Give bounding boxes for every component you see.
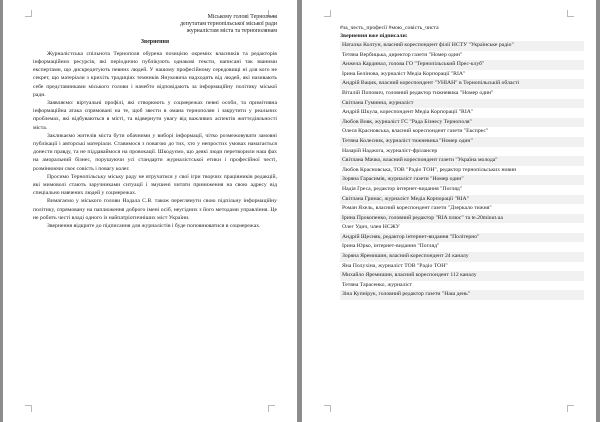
addressee-block — [33, 14, 277, 36]
paragraph: Звернення відкрите до підписання для журналістів і буде поповнюватися в соцмережах. — [47, 223, 261, 230]
signatory-item: Михайло Яремишин, власний кореспондент 112 каналу — [340, 271, 584, 281]
signatory-item: Світлана Гуминна, журналіст — [340, 99, 584, 109]
signatory-item: Світлана Мачко, власний кореспондент газети "Україна молода" — [340, 156, 584, 166]
crop-mark — [324, 10, 331, 17]
signatory-item: Ірина Прокопенко, головний редактор "RIA плюс" та te.20minut.ua — [340, 214, 584, 224]
crop-mark — [324, 405, 331, 412]
signatory-item: Андрій Шкула, кореспондент Медіа Корпорації "RIA" — [340, 108, 584, 118]
signatory-item: Любов Красновська, ТОВ "Радіо ТОН", редактор тернопільських новин — [340, 166, 584, 176]
signatory-item: Наталка Колтун, власний кореспондент філії НСТУ "Українське радіо" — [340, 41, 584, 51]
paragraph: Просимо Тернопільську міську раду не втручатися у свої ігри творчих працівників редакцій, які мимоволі стають заручниками ситуації і змушені читати приниження на свою адресу від спеціально навчених людей у соцмережах. — [33, 173, 277, 197]
signatory-item: Олег Удич, член НСЖУ — [340, 223, 584, 233]
signatory-item: Назарій Наджога, журналіст-фрілансер — [340, 147, 584, 157]
signatory-item: Тетяна Колесник, журналіст тижневика "Номер один" — [340, 137, 584, 147]
paragraph: Вимагаємо у міського голови Надала С.В. також переглянути свою підпільну інформаційну політику, спрямовану на паплюження доброго імені осіб, неугідних з його методами управління. Це не робить честі владі одного із найпатріотичніших міст України. — [33, 198, 277, 221]
signatory-item: Роман Яхель, власний кореспондент газети "Дзеркало тижня" — [340, 204, 584, 214]
crop-mark — [268, 405, 275, 412]
crop-mark — [25, 405, 32, 412]
addressee-line: депутатам тернопільської міської ради — [180, 21, 277, 28]
page-2 — [302, 0, 596, 422]
signatory-item: Андрій Вацик, власний кореспондент "УНІАН" в Тернопільській області — [340, 79, 584, 89]
signatory-item: Віталій Попович, головний редактор тижневика "Номер один" — [340, 89, 584, 99]
paragraph: Заявляємо: віртуальні профілі, які створюють у соцмережах певні особи, та примітивна інформаційна атака спрямовані на те, щоб звести в омана тернополян і закрутити у реальних проблемах, які відбуваються в місті, та відвернути увагу від важливих аспектів життєдіяльності міста. — [33, 100, 277, 131]
crop-mark — [567, 405, 574, 412]
document-title: Звернення — [140, 38, 170, 45]
signatories-list — [340, 41, 584, 300]
signatory-item: Надія Греса, редактор інтернет-видання "Погляд" — [340, 185, 584, 195]
signatory-item: Світлана Гринас, журналіст Медіа Корпорації "RIA" — [340, 195, 584, 205]
signatory-item: Андрій Щесняк, редактор інтернет-видання "Політерно" — [340, 233, 584, 243]
signatory-item: Любов Вовк, журналіст ГС "Рада Бізнесу Тернополя" — [340, 118, 584, 128]
signatory-item: Зоряна Яремишин, власний кореспондент 24 каналу — [340, 252, 584, 262]
signatories-heading: Звернення вже підписали: — [340, 33, 408, 39]
signatory-item: Олеся Красновська, власний кореспондент газети "Експрес" — [340, 127, 584, 137]
signatory-item: Яна Полухіна, журналіст ТОВ "Радіо ТОН" — [340, 262, 584, 272]
crop-mark — [25, 10, 32, 17]
signatory-item: Анжела Кардинал, голова ГО "Тернопільський Прес-клуб" — [340, 60, 584, 70]
signatory-item: Тетяна Вербицька, директор газети "Номер один" — [340, 51, 584, 61]
signatory-item: Тетяна Тарасенко, журналіст — [340, 281, 584, 291]
crop-mark — [567, 10, 574, 17]
page-1 — [3, 0, 297, 422]
appeal-body — [33, 14, 277, 230]
signatories-section — [340, 24, 584, 300]
signatory-item: Ірина Белінова, журналіст Медіа Корпорації "RIA" — [340, 70, 584, 80]
paragraph: Журналістська спільнота Тернополя обурена позицією окремих власників та редакторів інформаційних ресурсів, які періодично публікують однакові тексти, написані так званими експертами, що дискредитують певних людей. У нашому професійному середовищі ні для кого не секрет, що матеріали з крихіть традиціях темників Януковича надходять від людей, які називають себе представниками міського голови і начебто відповідають за інформаційну політику міської ради. — [33, 50, 277, 98]
signatory-item: Зоряна Гарасимів, журналіст газети "Номер один" — [340, 175, 584, 185]
hashtags: #за_честь_професії #мою_совість_чиста — [340, 25, 439, 31]
signatory-item: Ірина Юрко, інтернет-видання "Погляд" — [340, 242, 584, 252]
addressee-line: Міському голові Тернополя — [207, 14, 277, 20]
addressee-line: журналістам міста та тернополянам — [186, 28, 277, 35]
paragraph: Закликаємо жителів міста бути обачними у виборі інформації, чітко розмежовувати замовні публікації і авторські матеріали. Ставимося з повагою до тих, хто у непростих умовах намагається донести правду, та не піддаваймося на провокації. Шкодуємо, що деякі люди перетворили наш фах на аморальний бізнес, порушуючи усі стандарти журналістської етики і професійної честі, розмінюючи своє совість і повагу колег. — [33, 132, 277, 172]
signatory-item: Зіна Купнірук, головний редактор газети "Наш день" — [340, 290, 584, 300]
